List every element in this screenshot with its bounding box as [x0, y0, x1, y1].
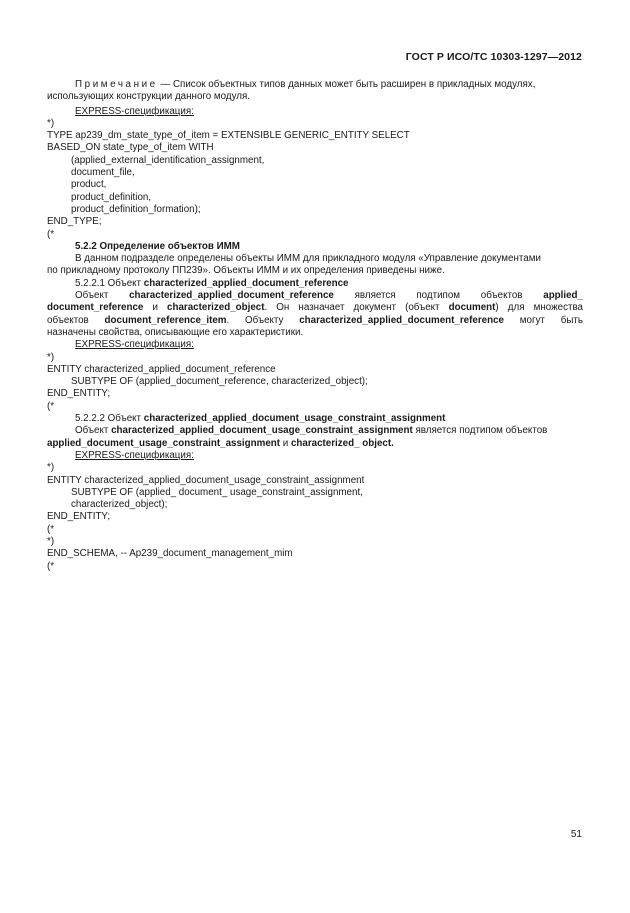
note-line-2: использующих конструкции данного модуля. [47, 91, 251, 103]
standard-designation: ГОСТ Р ИСО/ТС 10303-1297—2012 [405, 51, 582, 63]
select-item: product_definition_formation); [71, 203, 201, 215]
subtype-line-2: SUBTYPE OF (applied_ document_ usage_constraint_assignment, [71, 486, 363, 498]
express-label-3: EXPRESS-спецификация: [75, 449, 194, 461]
end-entity-1: END_ENTITY; [47, 388, 111, 400]
entity-declaration-1: ENTITY characterized_applied_document_reference [47, 363, 276, 375]
page-number: 51 [570, 829, 582, 840]
section-heading: 5.2.2 Определение объектов ИММ [75, 240, 240, 252]
end-schema: END_SCHEMA, -- Ap239_document_management_mim [47, 548, 293, 560]
entity-declaration-2: ENTITY characterized_applied_document_usage_constraint_assignment [47, 474, 365, 486]
section-intro-2: по прикладному протоколу ПП239». Объекты ИММ и их определения приведены ниже. [47, 265, 445, 277]
subtype-line-1: SUBTYPE OF (applied_document_reference, characterized_object); [71, 376, 368, 388]
based-on-line: BASED_ON state_type_of_item WITH [47, 142, 214, 154]
obj2-line-2: applied_document_usage_constraint_assignment и characterized_ object. [47, 437, 394, 449]
section-intro-1: В данном подразделе определены объекты ИММ для прикладного модуля «Управление документами [75, 253, 541, 265]
comment-open-1: (* [47, 228, 55, 240]
express-label-1: EXPRESS-спецификация: [75, 105, 194, 117]
comment-close-4: *) [47, 535, 55, 547]
page-body [47, 79, 583, 573]
select-item: (applied_external_identification_assignment, [71, 154, 265, 166]
type-declaration: TYPE ap239_dm_state_type_of_item = EXTENSIBLE GENERIC_ENTITY SELECT [47, 130, 410, 142]
comment-close-2: *) [47, 351, 55, 363]
end-entity-2: END_ENTITY; [47, 511, 111, 523]
express-label-2: EXPRESS-спецификация: [75, 339, 194, 351]
comment-open-4: (* [47, 560, 55, 572]
end-type: END_TYPE; [47, 216, 102, 228]
obj1-line-2: document_reference и characterized_object. Он назначает документ (объект document) для множества [47, 302, 584, 314]
obj1-line-4: назначены свойства, описывающие его характеристики. [47, 326, 304, 338]
note-text-1: — Список объектных типов данных может быть расширен в прикладных модулях, [157, 79, 536, 90]
comment-close-3: *) [47, 462, 55, 474]
obj1-line-3: объектов document_reference_item. Объекту characterized_applied_document_reference могут быть [47, 314, 583, 326]
select-item: product, [71, 179, 107, 191]
comment-close-1: *) [47, 117, 55, 129]
obj2-heading-name: characterized_applied_document_usage_constraint_assignment [143, 413, 446, 425]
comment-open-3: (* [47, 523, 55, 535]
note-label: Примечание [75, 79, 158, 90]
obj1-line-1: Объект characterized_applied_document_reference является подтипом объектов applied_ [75, 290, 583, 302]
obj1-heading-name: characterized_applied_document_reference [143, 277, 349, 289]
obj2-heading: 5.2.2.2 Объект characterized_applied_document_usage_constraint_assignment [75, 413, 446, 425]
obj2-line-1: Объект characterized_applied_document_usage_constraint_assignment является подтипом объектов [75, 425, 548, 437]
select-item: product_definition, [71, 191, 152, 203]
comment-open-2: (* [47, 400, 55, 412]
subtype-line-2b: characterized_object); [71, 499, 168, 511]
note-line-1 [47, 79, 583, 91]
obj1-heading: 5.2.2.1 Объект characterized_applied_document_reference [75, 277, 349, 289]
select-item: document_file, [71, 167, 135, 179]
